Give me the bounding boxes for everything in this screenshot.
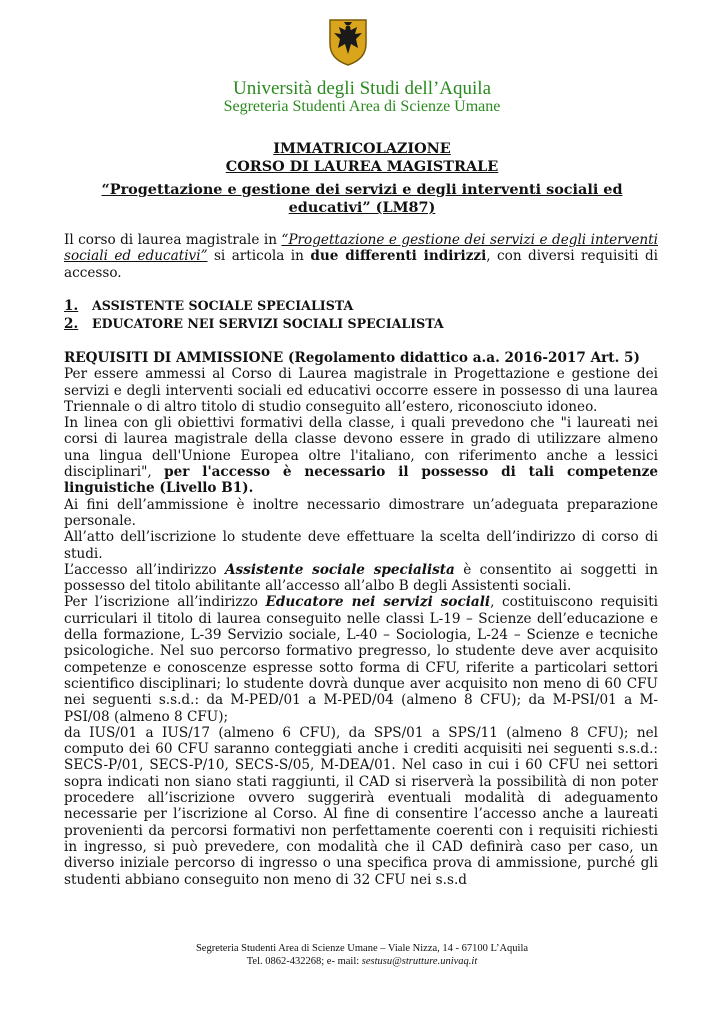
paragraph: Per essere ammessi al Corso di Laurea magistrale in Progettazione e gestione dei servizi e degli interventi sociali ed educativi occorre essere in possesso di una laurea Triennale o di altro titolo di studio conseguito all’estero, riconosciuto idoneo. <box>64 366 658 415</box>
course-name-emphasis: “Progettazione e gestione dei servizi e degli interventi sociali ed educativi” <box>64 232 658 265</box>
footer-contact <box>0 955 724 968</box>
track-name-emphasis: Educatore nei servizi sociali <box>265 594 491 611</box>
intro-paragraph <box>64 232 658 281</box>
list-label: ASSISTENTE SOCIALE SPECIALISTA <box>92 298 354 313</box>
title-line-2: CORSO DI LAUREA MAGISTRALE <box>225 158 499 175</box>
paragraph-text: Per l’iscrizione all’indirizzo <box>64 594 266 611</box>
track-name-emphasis: Assistente sociale specialista <box>224 561 455 578</box>
list-number: 2. <box>64 316 79 332</box>
university-crest-icon <box>327 18 369 66</box>
requirements-heading: REQUISITI DI AMMISSIONE (Regolamento didattico a.a. 2016-2017 Art. 5) <box>64 350 640 366</box>
paragraph <box>64 562 658 595</box>
two-tracks-emphasis: due differenti indirizzi <box>310 248 487 265</box>
list-item <box>64 316 658 334</box>
list-label: EDUCATORE NEI SERVIZI SOCIALI SPECIALISTA <box>92 316 444 331</box>
footer-address: Segreteria Studenti Area di Scienze Umane – Viale Nizza, 14 - 67100 L’Aquila <box>195 943 529 954</box>
paragraph: Ai fini dell’ammissione è inoltre necessario dimostrare un’adeguata preparazione personale. <box>64 496 658 529</box>
intro-text: Il corso di laurea magistrale in <box>64 232 282 248</box>
paragraph-text: è consentito ai soggetti in possesso del titolo abilitante all’accesso all’albo B degli Assistenti sociali. <box>64 561 659 595</box>
requirements-section <box>64 350 658 888</box>
paragraph-text: L’accesso all’indirizzo <box>64 561 225 578</box>
paragraph-text: In linea con gli obiettivi formativi della classe, i quali prevedono che "i laureati nei corsi di laurea magistrale della classe devono essere in grado di utilizzare almeno una lingua dell'Unione Europea oltre l'italiano, con riferimento anche a lessici disciplinari", <box>64 415 658 481</box>
paragraph <box>64 594 658 724</box>
list-item <box>64 298 658 316</box>
office-name: Segreteria Studenti Area di Scienze Umane <box>223 98 501 115</box>
title-line-1: IMMATRICOLAZIONE <box>273 140 451 157</box>
footer-email-link[interactable]: sestusu@strutture.univaq.it <box>361 956 478 967</box>
track-list <box>64 298 658 334</box>
intro-text: , con diversi requisiti di accesso. <box>64 248 658 281</box>
paragraph: da IUS/01 a IUS/17 (almeno 6 CFU), da SPS/01 a SPS/11 (almeno 8 CFU); nel computo dei 60 CFU saranno conteggiati anche i crediti acquisiti nei seguenti s.s.d.: SECS-P/01, SECS-P/10, SECS-S/05, M-DEA/01. Nel caso in cui i 60 CFU nei settori sopra indicati non siano stati raggiunti, il CAD si riserverà la possibilità di non poter procedere all’iscrizione ovvero suggerirà eventuali modalità di adeguamento necessarie per l’iscrizione al Corso. Al fine di consentire l’accesso anche a laureati provenienti da percorsi formativi non perfettamente coerenti con i requisiti richiesti in ingresso, si può prevedere, con modalità che il CAD definirà caso per caso, un diverso iniziale percorso di ingresso o una specifica prova di ammissione, purché gli studenti abbiano conseguito non meno di 32 CFU nei s.s.d <box>64 724 658 888</box>
paragraph: All’atto dell’iscrizione lo studente deve effettuare la scelta dell’indirizzo di corso di studi. <box>64 529 658 562</box>
intro-text: si articola in <box>207 248 311 265</box>
language-requirement-emphasis: per l'accesso è necessario il possesso di tali competenze linguistiche (Livello B1). <box>64 464 659 497</box>
title-line-3: “Progettazione e gestione dei servizi e degli interventi sociali ed <box>101 181 623 198</box>
paragraph <box>64 415 658 496</box>
list-number: 1. <box>64 298 79 314</box>
university-name: Università degli Studi dell’Aquila <box>232 78 492 99</box>
paragraph-text: , costituiscono requisiti curriculari il titolo di laurea conseguito nelle classi L-19 – Scienze dell’educazione e della formazione, L-39 Servizio sociale, L-40 – Sociologia, L-24 – Scienze e tecniche psicologiche. Nel suo percorso formativo pregresso, lo studente deve aver acquisito competenze e conoscenze espresse sotto forma di CFU, riferite a particolari settori scientifico disciplinari; lo studente dovrà dunque aver acquisito non meno di 60 CFU nei seguenti s.s.d.: da M-PED/01 a M-PED/04 (almeno 8 CFU); da M-PSI/01 a M-PSI/08 (almeno 8 CFU); <box>64 594 659 725</box>
footer-phone: Tel. 0862-432268; e- mail: <box>246 956 362 967</box>
title-line-4: educativi” (LM87) <box>288 199 436 216</box>
